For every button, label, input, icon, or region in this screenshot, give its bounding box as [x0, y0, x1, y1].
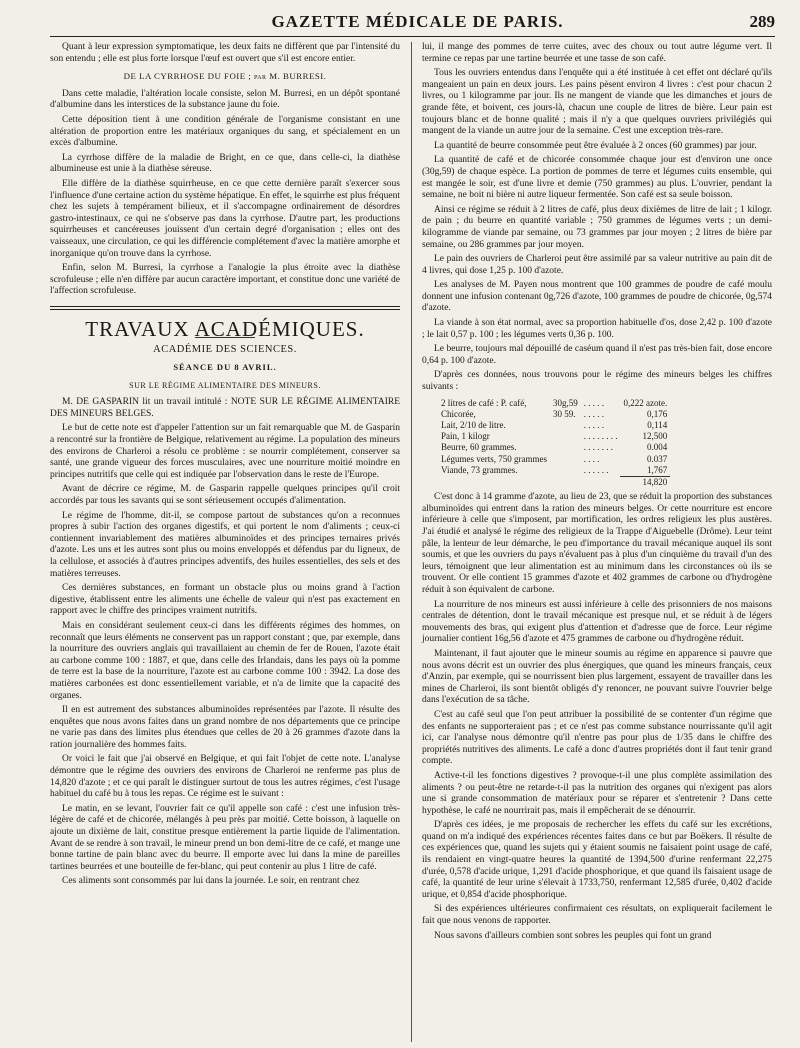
paragraph: Si des expériences ultérieures confirmaient ces résultats, on expliquerait facilement le fait que nous venons de rapporter. [422, 904, 772, 927]
paragraph: Le matin, en se levant, l'ouvrier fait ce qu'il appelle son café : c'est une infusion très-légère de café et de chicorée, mélangés à peu près par moitié. Cette boisson, à laquelle on ajoute un dixième de lait, constitue presque entièrement la partie liquide de l'alimentation. Avant de se rendre à son travail, le mineur prend un bon demi-litre de ce café, et mange une bonne tartine de pain blanc avec du beurre. Il emporte avec lui dans la mine de pareilles tartines beurrées et une bouteille de fer-blanc, qui peut contenir au plus 1 litre de café. [50, 803, 400, 872]
table-row [438, 431, 670, 442]
section-heading: DE LA CYRRHOSE DU FOIE ; par M. BURRESI. [123, 71, 327, 82]
table-cell [550, 431, 581, 442]
paragraph: Tous les ouvriers entendus dans l'enquête qui a été instituée à cet effet ont déclaré qu'ils mangeaient un pain en deux jours. Les pains pèsent environ 4 livres : c'est pour chacun 2 livres, ou 1 kilogramme par jour. Ils ne mangent de viande que les dimanches et jours de grande fête, et boivent, ces jours-là, chacun une couple de litres de bière. Leur pain est toujours blanc et de bonne qualité ; mais il n'y a que quelques ouvriers privilégiés qui mangent de la viande un autre jour de la semaine. C'est une exception très-rare. [422, 68, 772, 137]
table-total: 14,820 [620, 477, 670, 489]
table-cell: Viande, 73 grammes. [441, 465, 518, 476]
paragraph: Elle diffère de la diathèse squirrheuse, en ce que cette dernière paraît s'exercer sous l'influence d'une certaine action du système hépatique. En effet, le squirrhe est plus fréquent chez les sujets à tempérament bilieux, et il s'accompagne ordinairement de désordres gastro-intestinaux, ce qui ne s'observe pas dans la cyrrhose. D'autre part, les productions squirrheuses et cancéreuses jouissent d'un certain degré d'organisation ; elles ont des vaisseaux, une circulation, ce qui les différencie complétement d'avec la matière amorphe et inorganique qu'on trouve dans la cyrrhose. [50, 178, 400, 259]
table-cell: 1,767 [646, 464, 668, 475]
paragraph: Avant de décrire ce régime, M. de Gasparin rappelle quelques principes qu'il croit accordés par tous les savants qui se sont sérieusement occupés d'alimentation. [50, 484, 400, 506]
section-title: TRAVAUX ACADÉMIQUES. [85, 316, 365, 341]
table-cell: . . . . . [583, 408, 604, 419]
paragraph: D'après ces idées, je me proposais de rechercher les effets du café sur les excrétions, quand on m'a indiqué des expériences récentes faites dans ce but par Boëkers. Il résulte de ces expériences que, quand les sujets qui y étaient soumis ne faisaient point usage de café, ils rendaient en vingt-quatre heures la quantité de 1394,500 d'urine renfermant 22,275 d'urée, 0,578 d'acide urique, 1,291 d'acide phosphorique, et que quand ils faisaient usage de café, la quantité de leur urine s'élevait à 1733,750, renfermant 12,585 d'urée, 0,402 d'acide urique, et 0,854 d'acide phosphorique. [422, 820, 772, 900]
paragraph: lui, il mange des pommes de terre cuites, avec des choux ou tout autre légume vert. Il termine ce repas par une tartine beurrée et une tasse de son café. [422, 42, 772, 64]
table-cell: Lait, 2/10 de litre. [441, 420, 506, 431]
paragraph: La viande à son état normal, avec sa proportion habituelle d'os, dose 2,42 p. 100 d'azote ; le lait 0,57 p. 100 ; les légumes verts 0,36 p. 100. [422, 318, 772, 340]
column-divider [411, 42, 412, 1042]
paragraph: Ainsi ce régime se réduit à 2 litres de café, plus deux dixièmes de litre de lait ; 1 kilogr. de pain ; du beurre en quantité variable ; 750 grammes de légumes verts ; un demi-kilogramme de viande par semaine, ou 73 grammes par jour moyen ; 2 litres de bière par semaine, ou 286 grammes par jour moyen. [422, 204, 772, 250]
table-cell: Pain, 1 kilogr [441, 431, 490, 442]
table-cell: 0.037 [646, 453, 668, 464]
journal-title: GAZETTE MÉDICALE DE PARIS. [271, 12, 564, 31]
paragraph: Mais en considérant seulement ceux-ci dans les différents régimes des hommes, on reconnaît que leurs éléments ne conservent pas un rapport constant ; que, par exemple, dans la nourriture des ouvriers anglais qui travaillaient au chemin de fer de Rouen, l'azote était au carbone comme 100 : 1887, et que, dans celle des Irlandais, dans les pays où la pomme de terre est la base de la nourriture, l'azote est au carbone comme 100 : 3942. La dose des matières carbonées est donc essentiellement variable, et n'a de limite que la capacité des organes. [50, 620, 400, 701]
subject-heading: SUR LE RÉGIME ALIMENTAIRE DES MINEURS. [129, 380, 321, 390]
table-cell: 12,500 [642, 431, 668, 442]
table-cell: . . . . . [583, 420, 604, 431]
paragraph: Les analyses de M. Payen nous montrent que 100 grammes de poudre de café moulu donnent une infusion contenant 0g,726 d'azote, 100 grammes de poudre de chicorée, 0g,574 d'azote. [422, 280, 772, 314]
paragraph: Le pain des ouvriers de Charleroi peut être assimilé par sa valeur nutritive au pain dit de 4 livres, qui dose 1,25 p. 100 d'azote. [422, 254, 772, 276]
paragraph: M. DE GASPARIN lit un travail intitulé : NOTE SUR LE RÉGIME ALIMENTAIRE DES MINEURS BELGES. [50, 397, 400, 419]
paragraph: La nourriture de nos mineurs est aussi inférieure à celle des prisonniers de nos maisons centrales de détention, dont le travail mécanique est presque nul, et se réduit à de légers mouvements des bras, qui exigent plus d'attention et d'adresse que de force. Leur régime journalier contient 16g,56 d'azote et 475 grammes de carbone ou d'hydrogène réduit. [422, 599, 772, 645]
paragraph: Ces dernières substances, en formant un obstacle plus ou moins grand à l'action digestive, établissent entre les aliments une échelle de valeur qui n'est pas exactement en rapport avec le chiffre des principes vraiment nutritifs. [50, 583, 400, 617]
table-total-row [438, 477, 670, 489]
table-cell [550, 442, 581, 453]
table-row [438, 409, 670, 420]
table-cell: 0.004 [646, 442, 668, 453]
nitrogen-table [438, 398, 670, 489]
table-cell: . . . . . . . [583, 442, 613, 453]
paragraph: D'après ces données, nous trouvons pour le régime des mineurs belges les chiffres suivants : [422, 370, 772, 393]
paragraph: Or voici le fait que j'ai observé en Belgique, et qui fait l'objet de cette note. L'analyse démontre que le régime des ouvriers des environs de Charleroi ne renferme pas plus de 14,820 d'azote ; et ce qui paraît le distinguer surtout de tous les autres régimes, c'est l'usage habituel du café bu à tous les repas. Ce régime est le suivant : [50, 754, 400, 800]
table-cell: . . . . [583, 453, 600, 464]
table-cell [550, 420, 581, 431]
table-cell: 0,222 azote. [623, 397, 668, 408]
table-cell [550, 454, 581, 465]
section-divider [50, 306, 400, 310]
left-column [50, 42, 400, 891]
table-cell: 30 59. [552, 408, 576, 419]
paragraph: Enfin, selon M. Burresi, la cyrrhose a l'analogie la plus étroite avec la diathèse scrofuleuse ; elle n'en diffère par aucun caractère important, et constitue donc une variété de l'affection scrofuleuse. [50, 263, 400, 297]
table-cell: Beurre, 60 grammes. [441, 442, 517, 453]
table-cell [550, 465, 581, 477]
session-date: SÉANCE DU 8 AVRIL. [173, 362, 277, 373]
paragraph: Quant à leur expression symptomatique, les deux faits ne diffèrent que par l'intensité du son entendu ; elle est plus forte lorsque l'œuf est ouvert que s'il est encore entier. [50, 42, 400, 64]
table-cell: . . . . . . . . [583, 431, 618, 442]
table-cell: 2 litres de café : P. café, [441, 397, 527, 408]
academy-heading: ACADÉMIE DES SCIENCES. [153, 344, 297, 356]
right-column [422, 42, 772, 945]
table-row [438, 420, 670, 431]
paragraph: Il en est autrement des substances albuminoïdes représentées par l'azote. Il résulte des enquêtes que nous avons faites dans un grand nombre de nos départements que ce principe ne varie pas dans des limites plus étendues que celles de 20 à 26 grammes d'azote dans la ration journalière des hommes faits. [50, 705, 400, 750]
table-cell: Légumes verts, 750 grammes [441, 453, 547, 464]
table-row [438, 398, 670, 409]
paragraph: La quantité de beurre consommée peut être évaluée à 2 onces (60 grammes) par jour. [434, 140, 757, 151]
paragraph: Dans cette maladie, l'altération locale consiste, selon M. Burresi, en un dépôt spontané d'albumine dans les interstices de la substance jaune du foie. [50, 88, 400, 111]
paragraph: Le but de cette note est d'appeler l'attention sur un fait remarquable que M. de Gasparin a rencontré sur la frontière de Belgique, relativement au régime. La population des mineurs des environs de Charleroi a résolu ce problème : se nourrir complétement, conserver sa santé, une grande vigueur des forces musculaires, avec une nourriture moitié moindre en principes nutritifs que celle qui est indiquée par l'observation dans le reste de l'Europe. [50, 423, 400, 480]
paragraph: La quantité de café et de chicorée consommée chaque jour est d'environ une once (30g,59) de chaque espèce. La portion de pommes de terre et légumes cuits ensemble, qui est mangée le soir, est d'une livre et demie (750 grammes) au plus. L'ouvrier, pendant la semaine, ne boit ni bière ni autre liqueur fermentée. Son café est sa seule boisson. [422, 155, 772, 201]
table-cell: Chicorée, [441, 408, 476, 419]
paragraph: Ces aliments sont consommés par lui dans la journée. Le soir, en rentrant chez [62, 876, 360, 887]
table-cell: 30g,59 [552, 397, 578, 408]
page-number: 289 [749, 12, 775, 31]
paragraph: Nous savons d'ailleurs combien sont sobres les peuples qui font un grand [434, 930, 712, 941]
paragraph: La cyrrhose diffère de la maladie de Bright, en ce que, dans celle-ci, la diathèse albumineuse est unie à la diathèse séreuse. [50, 152, 400, 175]
table-row [438, 465, 670, 477]
paragraph: C'est au café seul que l'on peut attribuer la possibilité de se contenter d'un régime que des enfants ne supporteraient pas ; et ce n'est pas comme substance nourrissante qu'il agit ici, car l'analyse nous démontre qu'il n'entre pas pour plus de 1/35 dans le chiffre des propriétés nutritives des aliments. Le café a donc d'autres propriétés dont il faut tenir grand compte. [422, 709, 772, 767]
table-row [438, 442, 670, 453]
paragraph: Active-t-il les fonctions digestives ? provoque-t-il une plus complète assimilation des aliments ? ou peut-être ne retarde-t-il pas la nutrition des organes qui n'exigent pas alors une si grande consommation de matériaux pour se réparer et s'entretenir ? Dans cette hypothèse, le café ne nourrirait pas, mais il empêcherait de se dénourrir. [422, 770, 772, 816]
table-cell: 0,114 [647, 420, 668, 431]
table-row [438, 454, 670, 465]
paragraph: Le régime de l'homme, dit-il, se compose partout de substances qu'on a reconnues propres à subir l'action des organes digestifs, et qui portent le nom d'aliments ; ceux-ci contiennent invariablement des matières albuminoïdes et des principes ternaires privés d'azote. Les uns et les autres sont plus ou moins enveloppés et défendus par du ligneux, de la cellulose, et associés à d'autres principes adventifs, des huiles essentielles, des sels et des matières terreuses. [50, 510, 400, 579]
table-cell: 0,176 [646, 408, 668, 419]
paragraph: Maintenant, il faut ajouter que le mineur soumis au régime en apparence si pauvre que nous avons décrit est un ouvrier des plus énergiques, que quand les mineurs français, ceux d'Anzin, par exemple, qui se nourrissent bien plus largement, essayent de travailler dans les mines de Charleroi, ils sont bientôt obligés d'y renoncer, ne pouvant suivre l'ouvrier belge dans l'exécution de sa tâche. [422, 648, 772, 706]
paragraph: Cette déposition tient à une condition générale de l'organisme consistant en une altération de proportion entre les matériaux organiques du sang, et spécialement en un excès d'albumine. [50, 114, 400, 149]
table-cell: . . . . . . [583, 465, 609, 476]
page-header [60, 8, 775, 38]
paragraph: C'est donc à 14 gramme d'azote, au lieu de 23, que se réduit la proportion des substances albuminoïdes qui entrent dans la ration des mineurs belges. Or cette nourriture est encore inférieure à celle que s'imposent, par mortification, les ordres religieux les plus austères. J'ai étudié et analysé le régime des religieux de la Trappe d'Aiguebelle (Drôme). Leur teint pâle, la lenteur de leur démarche, le peu d'importance du travail mécanique auquel ils sont soumis, et que les ouvriers du pays n'évaluent pas à plus d'un cinquième du travail d'un des leurs, témoignent que leur alimentation est au minimum dans les circonstances où ils se trouvent. Or elle contient 15 grammes d'azote et 402 grammes de carbone ou d'hydrogène réduit à son équivalent de carbone. [422, 492, 772, 595]
table-cell: . . . . . [583, 397, 604, 408]
paragraph: Le beurre, toujours mal dépouillé de caséum quand il n'est pas très-bien fait, dose encore 0,64 p. 100 d'azote. [422, 344, 772, 366]
header-rule [50, 36, 775, 37]
